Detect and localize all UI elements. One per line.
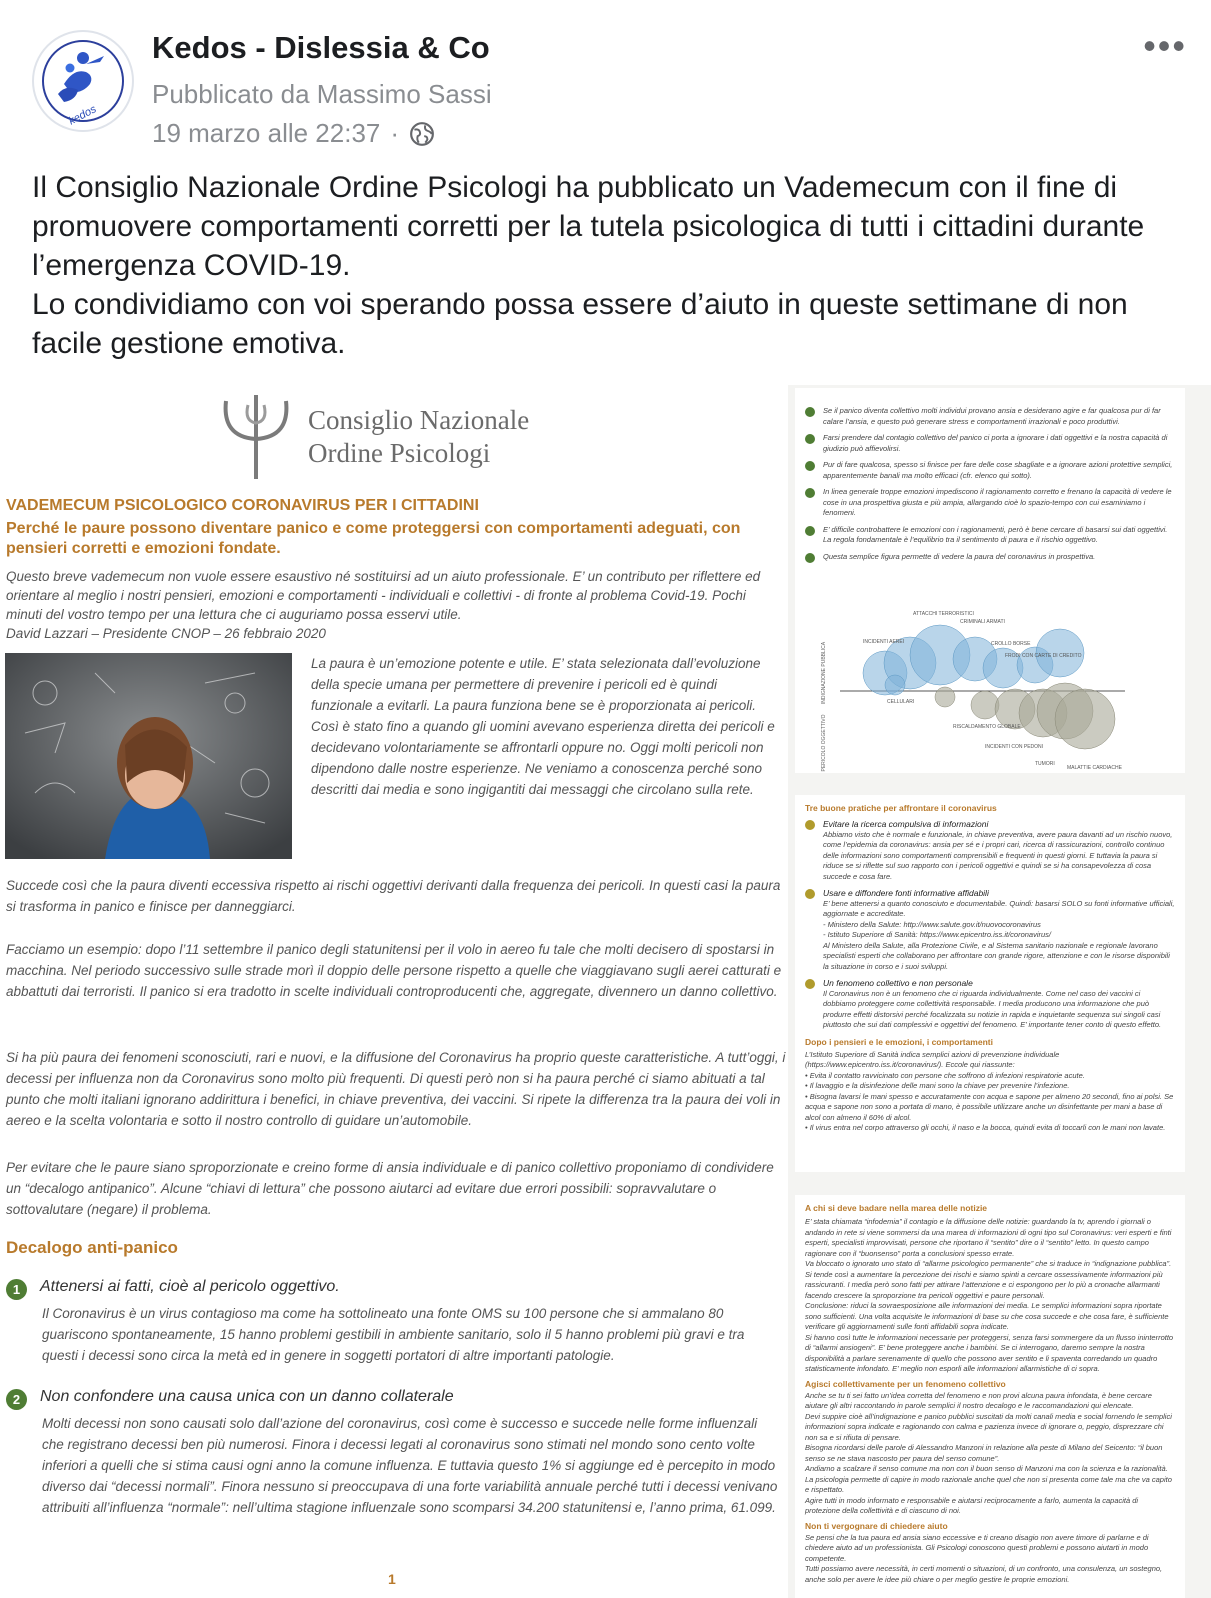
item-1-title: Attenersi ai fatti, cioè al pericolo oggettivo. [40, 1278, 340, 1295]
page4-text: Tutti possiamo avere necessità, in certi momenti o situazioni, di un confronto, una consulenza, un sostegno, anche solo per avere le idee più chiare o per meglio gestire le proprie emozioni. [805, 1564, 1163, 1584]
figure-label: CROLLO BORSE [991, 641, 1031, 647]
post-text-p1: Il Consiglio Nazionale Ordine Psicologi ha pubblicato un Vademecum con il fine di promuovere comportamenti corretti per la tutela psicologica di tutti i cittadini durante l’emergenza COVID-19. [32, 171, 1145, 282]
page3-text: E’ bene attenersi a quanto conosciuto e documentabile. Quindi: basarsi SOLO su fonti informative ufficiali, aggiornate e accreditate. [823, 898, 1175, 918]
item-2-title: Non confondere una causa unica con un danno collaterale [40, 1388, 454, 1405]
kedos-logo-icon [34, 32, 132, 130]
page3-bullet-text: Il lavaggio e la disinfezione delle mani sono la chiave per prevenire l’infezione. [809, 1081, 1070, 1090]
page3-item [805, 819, 1175, 882]
figure-label: INCIDENTI AEREI [863, 639, 905, 645]
vademecum-subtitle: Perché le paure possono diventare panico e come proteggersi con comportamenti adeguati, con pensieri corretti e emozioni fondate. [6, 520, 741, 557]
page-avatar[interactable] [32, 30, 134, 132]
page3-text: Il Coronavirus non è un fenomeno che ci riguarda individualmente. Come nel caso dei vaccini ci dobbiamo proteggere come collettività responsabile. I media producono una informazione che può produrre effetti distorsivi perché focalizzata su notizie in rapida e inquietante sequenza sui singoli casi piuttosto che sui dati complessivi e oggettivi del fenomeno. E’ importante tener conto di questo effetto. [823, 988, 1162, 1029]
page3-text: L’Istituto Superiore di Sanità indica semplici azioni di prevenzione individuale (https://www.epicentro.iss.it/coronavirus/). Eccole qui riassunte: [805, 1049, 1060, 1069]
document-page-4 [795, 1195, 1185, 1598]
bullet-icon [805, 434, 815, 444]
page2-item [805, 552, 1175, 563]
published-by: Pubblicato da Massimo Sassi [152, 79, 492, 109]
page-number: 1 [388, 1571, 396, 1587]
page3-bullet-text: Evita il contatto ravvicinato con persone che soffrono di infezioni respiratorie acute. [809, 1070, 1085, 1080]
bullet-icon [805, 553, 815, 563]
page3-heading: Usare e diffondere fonti informative affidabili [823, 888, 989, 898]
figure-label: TUMORI [1035, 761, 1055, 767]
document-page-3 [795, 795, 1185, 1172]
page2-item-text: In linea generale troppe emozioni impediscono il ragionamento corretto e frenano la capacità di vedere le cose in una prospettiva giusta e più ampia, allargando cioè lo spazio-tempo con cui esaminiamo i fenomeni. [823, 487, 1172, 517]
page3-bullet: • Il lavaggio e la disinfezione delle mani sono la chiave per prevenire l’infezione. [805, 1081, 1070, 1090]
cnop-name [308, 404, 529, 470]
photo-side-text: La paura è un’emozione potente e utile. E’ stata selezionata dall’evoluzione della specie umana per permettere di prevenire i pericoli ed è quindi funzionale a evitarli. La paura funziona bene se è proporzionata ai pericoli. Così è stato fino a quando gli uomini avevano esperienza diretta dei pericoli e decidevano volontariamente se affrontarli oppure no. Oggi molti pericoli non dipendono dalle nostre esperienze. Ne veniamo a conoscenza perché sono descritti dai media e sono ingigantiti dai messaggi che circolano sulla rete. [311, 656, 775, 797]
post-text [32, 168, 1182, 363]
page3-bullet: • Evita il contatto ravvicinato con persone che soffrono di infezioni respiratorie acute. [805, 1070, 1085, 1080]
figure-label: CELLULARI [887, 699, 915, 705]
page4-text: Andiamo a scalzare il senso comune ma non con il buon senso di Manzoni ma con la scienza e la razionalità. La psicologia permette di capire in modo razionale anche quel che non si presenta come tale ma che va capito e rispettato. [805, 1464, 1172, 1494]
page2-item [805, 433, 1175, 454]
page3-title: Tre buone pratiche per affrontare il coronavirus [805, 803, 997, 813]
figure-label: ATTACCHI TERRORISTICI [913, 611, 974, 617]
page4-text: Bisogna ricordarsi delle parole di Alessandro Manzoni in relazione alla peste di Milano del Seicento: “il buon senso se ne stava nascosto per paura del senso comune”. [805, 1443, 1163, 1463]
figure-label: CRIMINALI ARMATI [960, 619, 1005, 625]
page2-item-text: E’ difficile controbattere le emozioni con i ragionamenti, però è bene cercare di basarsi sui dati oggettivi. La regola fondamentale è l’equilibrio tra il sentimento di paura e il rischio oggettivo. [823, 524, 1168, 544]
page4-text: Anche se tu ti sei fatto un’idea corretta del fenomeno e non provi alcuna paura infondata, è bene cercare aiutare gli altri raccontando in parole semplici il nostro decalogo e le raccomandazioni qui elencate. [805, 1390, 1152, 1410]
figure-label: FRODI CON CARTE DI CREDITO [1005, 653, 1082, 659]
more-options-button[interactable]: ••• [1143, 25, 1187, 66]
cnop-name-line1: Consiglio Nazionale [308, 405, 530, 435]
page2-list [795, 388, 1185, 563]
page4-text: E’ stata chiamata “infodemia” il contagio e la diffusione delle notizie: guardando la tv, aprendo i giornali o andando in rete si viene sommersi da una marea di informazioni di ogni tipo sul Coronavirus: veri esperti e finti esperti, specialisti improvvisati, persone che riportano il “sentito” dire o il “sentito” letto. In questo campo ragionare con il “buonsenso” porta a conclusioni spesso errate. [805, 1217, 1172, 1258]
page-name[interactable]: Kedos - Dislessia & Co [152, 30, 490, 65]
item-2-text: Molti decessi non sono causati solo dall’azione del coronavirus, così come è successo e succede nelle forme influenzali che registrano decessi ben più numerosi. Finora i decessi legati al coronavirus sono stimati nel mondo sono cento volte inferiori a quelli che si stima causi ogni anno la comune influenza. E tuttavia questo 1% si aggiunge ed è percepito in modo diverso dai “decessi normali”. Finora nessuno si preoccupava di una forte variabilità annuale perché tutti i decessi venivano attribuiti all’influenza “normale”: nell’ultima stagione influenzale sono scomparsi 34.200 statunitensi e, l’anno prima, 61.099. [42, 1416, 778, 1515]
avatar-text: kedos [66, 103, 99, 128]
page2-item [805, 487, 1175, 519]
figure-label: MALATTIE CARDIACHE [1067, 765, 1122, 771]
meta-separator: · [390, 118, 400, 148]
intro [6, 567, 776, 643]
paragraph-3: Si ha più paura dei fenomeni sconosciuti, rari e nuovi, e la diffusione del Coronavirus ha proprio queste caratteristiche. A tutt’oggi, i decessi per influenza non da Coronavirus sono molto più frequenti. Di questi però non si ha paura perché ci siamo abituati a tal punto che molti italiani ignorano addirittura i benefici, in chiave preventiva, dei vaccini. Si ripete la differenza tra la paura dei voli in aereo e la scelta volontaria e sotto il nostro controllo di guidare un’automobile. [6, 1050, 786, 1128]
page3-text: Abbiamo visto che è normale e funzionale, in chiave preventiva, avere paura davanti ad un rischio nuovo, come l’epidemia da coronavirus: ansia per sé e i propri cari, ricerca di rassicurazioni, controllo continuo delle informazioni sono comportamenti comprensibili e frequenti in questi giorni. E tuttavia la paura si riduce se si riflette sul suo rapporto con i pericoli oggettivi e quindi se si ha consapevolezza di cosa succede e cosa fare. [823, 829, 1173, 881]
intro-signature: David Lazzari – Presidente CNOP – 26 febbraio 2020 [6, 626, 326, 641]
page2-item [805, 460, 1175, 481]
page2-item-text: Pur di fare qualcosa, spesso si finisce per fare delle cose sbagliate e a ignorare azioni protettive semplici, apparentemente banali ma molto efficaci (cfr. elenco qui sotto). [823, 460, 1173, 480]
item-2-number: 2 [6, 1389, 27, 1410]
cnop-logo [218, 393, 529, 481]
page4-text: Devi suppire cioè all’indignazione e panico pubblici suscitati da molti canali media e social fornendo le semplici informazioni sopra indicate e ragionando con calma e pazienza invece di ignorare o, peggio, disprezzare chi non sa e si rifiuta di pensare. [805, 1411, 1172, 1442]
post-text-p2: Lo condividiamo con voi sperando possa essere d’aiuto in queste settimane di non facile gestione emotiva. [32, 288, 1128, 360]
page4-subtitle: Agisci collettivamente per un fenomeno collettivo [805, 1378, 1006, 1389]
page3-bullet: • Bisogna lavarsi le mani spesso e accuratamente con acqua e sapone per almeno 20 secondi, fino ai polsi. Se acqua e sapone non sono a portata di mano, è possibile utilizzare anche un disinfettante per mani a base di alcol con almeno il 60% di alcol. [805, 1091, 1174, 1122]
page3-text: Al Ministero della Salute, alla Protezione Civile, e al Sistema sanitario nazionale e regionale lavorano specialisti esperti che collaborano per affrontare con grande rigore, attenzione e con le risorse disponibili la situazione in corso e i suoi sviluppi. [823, 940, 1170, 971]
page2-item-text: Se il panico diventa collettivo molti individui provano ansia e desiderano agire e far qualcosa pur di far calare l’ansia, e questo può generare stress e comportamenti irrazionali e poco produttivi. [823, 406, 1161, 426]
page3-bullet-text: Il virus entra nel corpo attraverso gli occhi, il naso e la bocca, quindi evita di toccarli con le mani non lavate. [809, 1123, 1166, 1132]
page4-text: Conclusione: riduci la sovraesposizione alle informazioni dei media. Le semplici informazioni sopra riportate sono sufficienti. Una volta acquisite le informazioni di base su che cosa succede e che cosa fare, è sufficiente verificare gli aggiornamenti sulle fonti affidabili sopra indicate. [805, 1301, 1169, 1331]
page4-title: A chi si deve badare nella marea delle notizie [805, 1203, 988, 1213]
page4-text: Agire tutti in modo informato e responsabile e aiutarsi reciprocamente a farlo, aumenta la capacità di protezione della collettività e di ciascuno di noi. [805, 1495, 1139, 1515]
bullet-icon [805, 526, 815, 536]
page4-subtitle: Non ti vergognare di chiedere aiuto [805, 1520, 948, 1531]
woman-photo-illustration [5, 653, 292, 859]
intro-text: Questo breve vademecum non vuole essere esaustivo né sostituirsi ad un aiuto professionale. E’ un contributo per riflettere ed orientare al meglio i nostri pensieri, emozioni e comportamenti - individuali e collettivi - di fronte al problema Covid-19. Pochi minuti del vostro tempo per una lettura che ci auguriamo possa esservi utile. [6, 569, 761, 622]
page3-bullet-text: Bisogna lavarsi le mani spesso e accuratamente con acqua e sapone per almeno 20 secondi, fino ai polsi. Se acqua e sapone non sono a portata di mano, è possibile utilizzare anche un disinfettante per mani a base di alcol con almeno il 60% di alcol. [805, 1091, 1174, 1122]
document-page-2 [795, 388, 1185, 773]
perspective-bubble-figure [795, 593, 1185, 773]
page2-item-text: Farsi prendere dal contagio collettivo del panico ci porta a ignorare i dati oggettivi e la nostra capacità di giudizio può affievolirsi. [823, 433, 1168, 453]
figure-label: INCIDENTI CON PEDONI [985, 744, 1044, 750]
page3-bullet: • Il virus entra nel corpo attraverso gli occhi, il naso e la bocca, quindi evita di toccarli con le mani non lavate. [805, 1123, 1166, 1132]
post-meta [152, 118, 435, 149]
post-header [0, 0, 1211, 160]
paragraph-1: Succede così che la paura diventi eccessiva rispetto ai rischi oggettivi derivanti dalla frequenza dei pericoli. In questi casi la paura si trasforma in panico e finisce per danneggiarci. [6, 878, 781, 914]
cnop-name-line2: Ordine Psicologi [308, 438, 491, 468]
page3-heading: Evitare la ricerca compulsiva di informazioni [823, 819, 989, 829]
item-1-text: Il Coronavirus è un virus contagioso ma come ha sottolineato una fonte OMS su 100 persone che si ammalano 80 guariscono spontaneamente, 15 hanno problemi gestibili in ambiente sanitario, solo il 5 hanno problemi più gravi e tra questi i decessi sono circa la metà ed in genere in soggetti portatori di altre importanti patologie. [42, 1306, 745, 1363]
page3-subtitle: Dopo i pensieri e le emozioni, i comportamenti [805, 1036, 993, 1047]
page2-item-text: Questa semplice figura permette di vedere la paura del coronavirus in prospettiva. [823, 551, 1096, 561]
page3-item [805, 888, 1175, 972]
bullet-icon [805, 461, 815, 471]
page3-text: - Istituto Superiore di Sanità: https://www.epicentro.iss.it/coronavirus/ [823, 930, 1052, 939]
bullet-icon [805, 407, 815, 417]
figure-y-bottom-label: PERICOLO OGGETTIVO [821, 714, 827, 772]
document-page-1 [0, 385, 788, 1598]
page4-text: Va bloccato o ignorato uno stato di “allarme psicologico permanente” che si traduce in “indignazione pubblica”. Si tende così a aumentare la percezione dei rischi e siamo spinti a cercare ossessivamente informazioni più rassicuranti. I media però sono fatti per attirare l’attenzione e ci espongono per lo più a cronache allarmanti facendo crescere la sproporzione tra pericoli oggettivi e paure personali. [805, 1259, 1172, 1300]
woman-photo [5, 653, 292, 859]
page4-text: Se pensi che la tua paura ed ansia siano eccessive e ti creano disagio non avere timore di parlarne e di chiedere aiuto ad un professionista. Gli Psicologi conoscono questi problemi e possono aiutarti in modo competente. [805, 1532, 1149, 1563]
decalogo-title: Decalogo anti-panico [6, 1238, 178, 1257]
post-image[interactable] [0, 385, 1211, 1598]
bullet-icon [805, 820, 815, 830]
figure-y-top-label: INDIGNAZIONE PUBBLICA [821, 641, 827, 705]
bullet-icon [805, 889, 815, 899]
page3-text: - Ministero della Salute: http://www.salute.gov.it/nuovocoronavirus [823, 919, 1041, 929]
vademecum-title: VADEMECUM PSICOLOGICO CORONAVIRUS PER I CITTADINI [6, 497, 479, 514]
paragraph-4: Per evitare che le paure siano sproporzionate e creino forme di ansia individuale e di panico collettivo proponiamo di condividere un “decalogo antipanico”. Alcune “chiavi di lettura” che possono aiutarci ad evitare due errori possibili: sopravvalutare o sottovalutare (negare) il problema. [6, 1160, 774, 1217]
page3-heading: Un fenomeno collettivo e non personale [823, 978, 973, 988]
figure-label: RISCALDAMENTO GLOBALE [953, 724, 1021, 730]
page2-item [805, 406, 1175, 427]
psi-symbol-icon [218, 393, 294, 481]
bullet-icon [805, 979, 815, 989]
globe-icon [409, 121, 435, 147]
paragraph-2: Facciamo un esempio: dopo l’11 settembre il panico degli statunitensi per il volo in aereo fu tale che molti decisero di spostarsi in macchina. Nel periodo successivo sulle strade morì il doppio delle persone rispetto a quelle che viaggiavano sugli aerei catturati e abbattuti dai terroristi. Il panico si era tradotto in scelte individuali controproducenti che, aggregate, divennero un danno collettivo. [6, 942, 782, 999]
post-date[interactable]: 19 marzo alle 22:37 [152, 118, 381, 148]
page2-item [805, 525, 1175, 546]
bullet-icon [805, 488, 815, 498]
page4-text: Si hanno così tutte le informazioni necessarie per proteggersi, senza farsi sommergere da un flusso ininterrotto di “allarmi ansiogeni”. E’ bene proteggere anche i bambini. Se ci interrogano, daremo sempre la nostra disponibilità a parlare serenamente di quello che possono aver sentito e li spaventa corredando un quadro statisticamente infondato. E’ meglio non esporli alle informazioni allarmistiche di ci sopra. [805, 1332, 1174, 1373]
page3-item [805, 978, 1175, 1031]
item-1-number: 1 [6, 1279, 27, 1300]
